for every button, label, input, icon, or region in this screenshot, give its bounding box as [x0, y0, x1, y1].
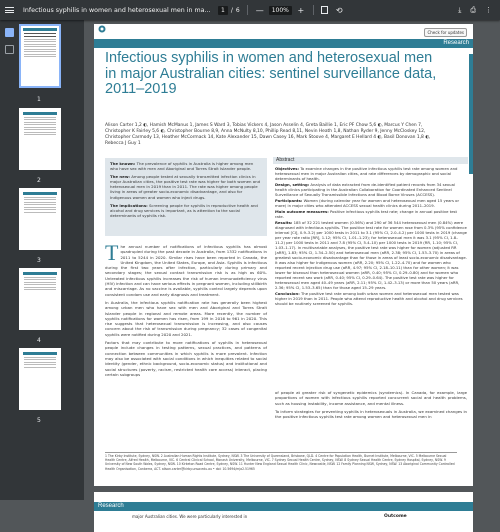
toolbar-divider [247, 5, 248, 15]
print-icon[interactable]: ⎙ [470, 5, 476, 14]
body-paragraph: of people at greater risk of syngenetic epidemics (syndemics). In Canada, for example, large proportions of women with infectious syphilis reported concurrent social and health problems, such as housing instability, income assistance, and mental illness. [275, 390, 467, 406]
section-label: Research [443, 40, 469, 46]
key-points-box [105, 158, 267, 236]
body-paragraph: In Australia, the infectious syphilis notification rate has generally been highest among urban men who have sex with men and Aboriginal and Torres Strait Islander people in regional and remote areas. More recently, the number of syphilis notifications for women has risen, from 199 in 2016 to 961 in 2020. This rise suggests that heterosexual transmission is increasing, and also causes concern about the risk of transmission during pregnancy; 32 cases of congenital syphilis were notified during 2020 and 2021. [105, 299, 267, 337]
page-thumbnail-4[interactable] [19, 268, 61, 330]
thumbnail-page-number: 1 [37, 96, 41, 103]
pdf-toolbar [0, 0, 500, 20]
section-banner [94, 39, 473, 48]
footnote-divider [105, 452, 457, 453]
more-options-icon[interactable]: ⋮ [485, 6, 492, 14]
page-thumbnail-5[interactable] [19, 348, 61, 410]
abstract-paragraph: Conclusion: The positive test rate among both urban women and heterosexual men tested was higher in 2019 than in 2011. People who attend reproductive health and alcohol and drug services should be routinely screened for syphilis. [275, 291, 463, 306]
abstract-paragraph: Objectives: To examine changes in the positive infectious syphilis test rate among women and heterosexual men in major Australian cities, and rate differences by demographic and social determinants of health. [275, 166, 458, 181]
author-list: Alison Carter 1,2 ◐, Hamish McManus 1, James S Ward 3, Tobias Vickers 4, Jason Asselin 4, Greta Baillie 1, Eric PF Chow 5,6 ◐, Marcus Y Chen 7, Christopher K Fairley 5,6 ◐, Christopher Bourne 8,9, Anna McNulty 8,10, Phillip Read 8,11, Nevin Heath 1,8, Nathan Ryder 9, Jenny McCloskey 12, Christopher Carmody 13, Heather McCormack 14, Kate Alexander 15, Dawn Casey 16, Mark Stoove 4, Margaret E Hellard 4 ◐, Basil Donovan 1,8 ◐, Rebecca J Guy 1 [105, 123, 431, 146]
abstract-paragraph: Results: 185 of 32 221 tested women (0.56%) and 290 of 36 544 heterosexual men (0.84%) were diagnosed with infectious syphilis. The positive test rate for women rose from 0.3% (95% confidence interval [CI], 0.9–3.2) per 1000 tests in 2011 to 3.1 (95% CI, 2.0–4.2) per 1000 tests in 2019 (change per year rate ratio [RR], 1.12; 95% CI, 1.01–1.23); for heterosexual men it was 3.1 (95% CI, 1.8–11.2) per 1000 tests in 2011 and 7.8 (95% CI, 5.4–10) per 1000 tests in 2019 (RR, 1.10; 95% CI, 1.03–1.17). In multivariable analyses, the positive test rate was higher for women (adjusted RR [aRR], 1.83; 95% CI, 1.34–2.50) and heterosexual men (aRR, 2.38; 95% CI, 1.53–3.70) in areas of greatest socio-economic disadvantage than for those in areas of least socio-economic disadvantage. It was also higher for Indigenous women (aRR, 2.20; 95% CI, 1.22–4.70) and for women who reported recent injection drug use (aRR, 4.97; 95% CI, 2.18–10.11) than for other women; it was lower for bisexual than heterosexual women (aRR, 0.40; 95% CI, 0.29–0.80) and for women who reported recent sex work (aRR, 0.40; 95% CI, 0.29–0.64). The positive test rate was higher for heterosexual men aged 40–49 years (aRR, 2.11; 95% CI, 1.42–3.13) or more than 50 years (aRR, 2.36; 95% CI, 1.53–3.65) than for those aged 15–29 years. [275, 220, 467, 290]
rotate-icon[interactable]: ⟲ [335, 5, 343, 15]
thumbnail-page-number: 3 [37, 257, 41, 264]
body-paragraph: Factors that may contribute to more notifications of syphilis in heterosexual people include changes in testing patterns, sexual practices, and patterns of connection between communities in which syphilis is more prevalent. Infection may also be associated with social conditions in which inequities related to social identity (gender, ethnic background, socio-economic status) and institutional and social structures (poverty, racism, restricted health care access) interact, placing certain subgroups [105, 340, 267, 377]
thumbnail-page-number: 2 [37, 177, 41, 184]
page-thumbnail-3[interactable] [19, 188, 61, 250]
abstract-paragraph: Main outcome measures: Positive infectious syphilis test rate; change in annual positive test rate. [275, 209, 458, 219]
check-for-updates-badge[interactable]: Check for updates [424, 28, 467, 37]
zoom-level-input[interactable]: 100% [269, 6, 292, 15]
abstract-paragraph: Design, setting: Analysis of data extracted from de-identified patient records from 34 sexual health clinics participating in the Australian Collaboration for Coordinated Enhanced Sentinel Surveillance of Sexually Transmissible Infections and Blood Borne Viruses (ACCESS). [275, 182, 455, 197]
body-paragraph: major Australian cities. We were particularly interested in [132, 514, 248, 519]
thumbnail-page-number: 5 [37, 417, 41, 424]
article-title: Infectious syphilis in women and heterosexual men in major Australian cities: sentinel surveillance data, 2011–2019 [105, 50, 437, 97]
zoom-out-button[interactable]: — [255, 5, 264, 15]
body-column-right [275, 390, 467, 422]
menu-icon[interactable] [5, 7, 14, 13]
page-indicator [218, 6, 240, 15]
download-icon[interactable]: ⤓ [458, 5, 462, 14]
abstract-body [275, 166, 467, 307]
drop-cap: T [105, 240, 119, 265]
outline-tab-icon[interactable] [5, 45, 14, 54]
page-separator: / [230, 6, 233, 14]
key-point: The implications: Screening people for syphilis in reproductive health and alcohol and drug services is important, as is attention to the social determinants of syphilis risk. [110, 202, 258, 218]
fit-page-icon[interactable] [321, 6, 328, 14]
body-paragraph: The annual number of notifications of infectious syphilis has almost quadrupled during the past decade in Australia, from 1332 notifications in 2011 to 5244 in 2020. Similar rises have been reported in Canada, the United Kingdom, the United States, Europe, and Asia. Syphilis is infectious during the first two years after infection, particularly during primary and secondary stages; the sexual contact transmission risk is as high as 60%. Untreated infectious syphilis increases the risk of human immunodeficiency virus (HIV) infection and can have serious effects in pregnant women, including stillbirth and miscarriage. As no vaccine is available, syphilis control largely depends upon consistent condom use and early diagnosis and treatment. [105, 240, 267, 297]
pdf-page-1 [94, 24, 473, 486]
section-label: Research [98, 503, 124, 509]
table-heading: Outcome [384, 514, 407, 519]
document-title: Infectious syphilis in women and heterosexual men in ma... [23, 6, 211, 14]
journal-logo-icon [98, 25, 106, 33]
thumbnail-sidebar [0, 20, 84, 500]
section-banner [94, 502, 473, 511]
page-thumbnail-1[interactable] [19, 24, 61, 88]
page-number-input[interactable]: 1 [218, 6, 228, 15]
zoom-in-button[interactable]: + [297, 5, 305, 15]
thumbnail-page-number: 4 [37, 337, 41, 344]
journal-side-stripe [469, 54, 473, 174]
abstract-paragraph: Participants: Women (during calendar year for women and heterosexual men aged 15 years or more) in major cities who attended ACCESS sexual health clinics during 2011–2019. [275, 198, 460, 208]
thumbnails-tab-icon[interactable] [5, 28, 14, 37]
abstract-heading: Abstract [273, 157, 468, 164]
body-paragraph: To inform strategies for preventing syphilis in heterosexuals in Australia, we examined changes in the positive infectious syphilis test rate among women and heterosexual men in [275, 408, 467, 420]
toolbar-divider [313, 5, 314, 15]
key-point: The new: Among people tested at sexually transmitted infection clinics in major Australian cities, the positive test rate was higher for both women and heterosexual men in 2019 than in 2011. The rate was higher among people living in areas of greater socio-economic disadvantage, and also for Indigenous women and women who inject drugs. [110, 174, 261, 200]
pdf-page-2 [94, 492, 473, 532]
page-total: 6 [235, 6, 240, 14]
affiliation-footnotes: 1 The Kirby Institute, Sydney, NSW. 2 Australian Human Rights Institute, Sydney, NSW. 3 The University of Queensland, Brisbane, QLD. 4 Centre for Population Health, Burnet Institute, Melbourne, VIC. 5 Melbourne Sexual Health Centre, Alfred Health, Melbourne, VIC. 6 Central Clinical School, Monash University, Melbourne, VIC. 7 Sydney Sexual Health Centre, Sydney, NSW. 8 Sydney Sexual Health Centre, Sydney Hospital, Sydney, NSW. 9 University of New South Wales, Sydney, NSW. 10 Kirketon Road Centre, Sydney, NSW. 11 Hunter New England Sexual Health Clinic, Newcastle, NSW. 12 Family Planning NSW, Sydney, NSW. 13 Aboriginal Community Controlled Health Organisation, Canberra, ACT. alison.carter@kirby.unsw.edu.au • doi: 10.5694/mja2.51965 [105, 454, 455, 471]
key-point: The known: The prevalence of syphilis in Australia is higher among men who have sex with men and Aboriginal and Torres Strait Islander people. [110, 161, 254, 172]
page-thumbnail-2[interactable] [19, 108, 61, 170]
body-column-left [105, 240, 267, 380]
